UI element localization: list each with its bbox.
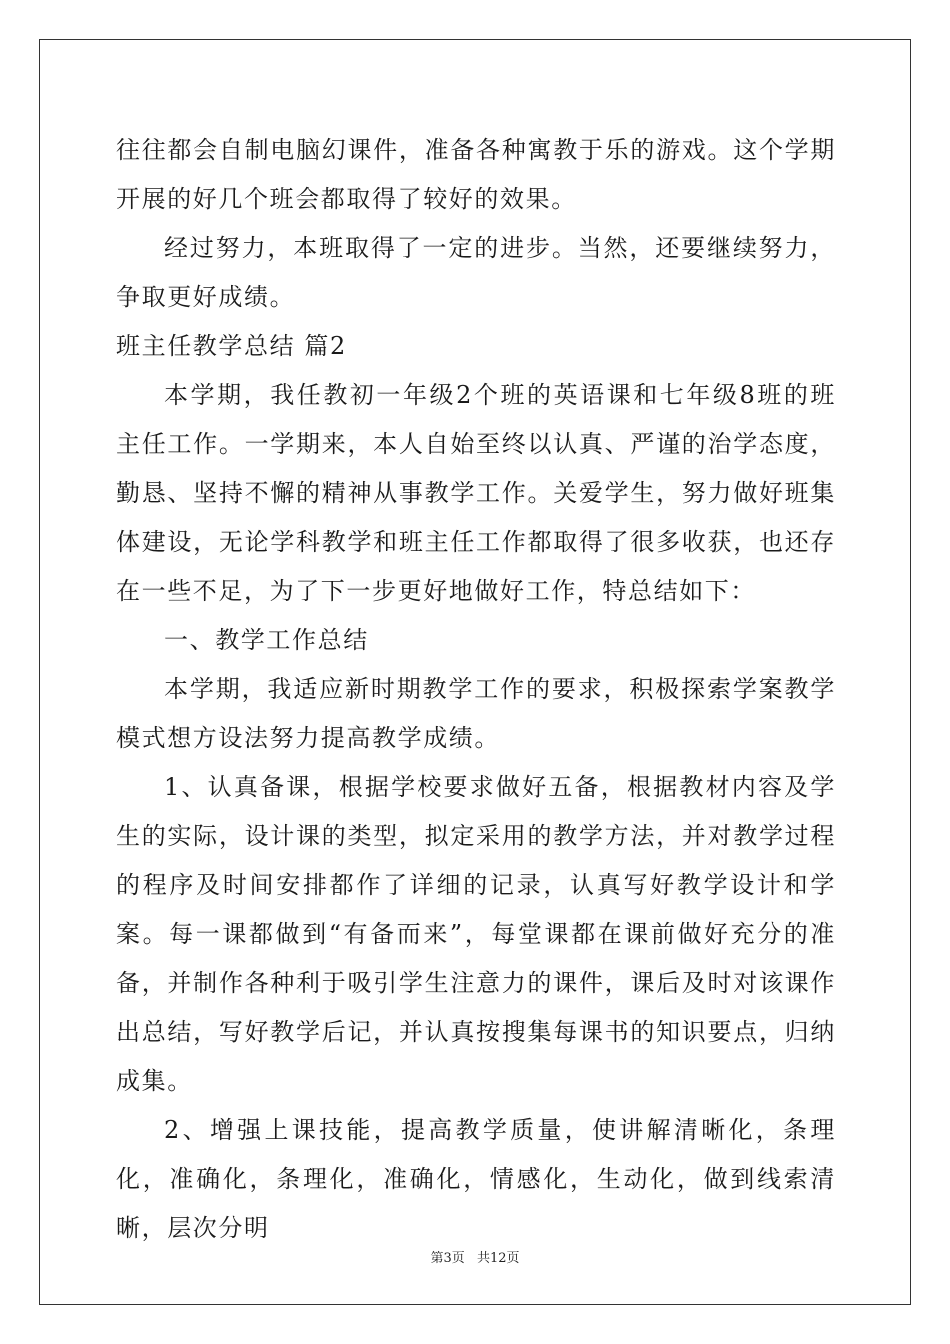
page-footer xyxy=(0,1247,950,1266)
paragraph-3: 本学期，我任教初一年级2个班的英语课和七年级8班的班主任工作。一学期来，本人自始至终以认真、严谨的治学态度，勤恳、坚持不懈的精神从事教学工作。关爱学生，努力做好班集体建设，无论学科教学和班主任工作都取得了很多收获，也还存在一些不足，为了下一步更好地做好工作，特总结如下： xyxy=(116,381,836,605)
paragraph-1: 往往都会自制电脑幻课件，准备各种寓教于乐的游戏。这个学期开展的好几个班会都取得了较好的效果。 xyxy=(116,136,836,213)
total-pages: 共12页 xyxy=(476,1251,520,1266)
page-number: 第3页 xyxy=(430,1251,465,1266)
paragraph-6: 2、增强上课技能，提高教学质量，使讲解清晰化，条理化，准确化，条理化，准确化，情感化，生动化，做到线索清晰，层次分明 xyxy=(116,1116,836,1242)
subsection-heading: 一、教学工作总结 xyxy=(164,626,369,654)
paragraph-5: 1、认真备课，根据学校要求做好五备，根据教材内容及学生的实际，设计课的类型，拟定采用的教学方法，并对教学过程的程序及时间安排都作了详细的记录，认真写好教学设计和学案。每一课都做到“有备而来”，每堂课都在课前做好充分的准备，并制作各种利于吸引学生注意力的课件，课后及时对该课作出总结，写好教学后记，并认真按搜集每课书的知识要点，归纳成集。 xyxy=(116,773,836,1095)
paragraph-4: 本学期，我适应新时期教学工作的要求，积极探索学案教学模式想方设法努力提高教学成绩。 xyxy=(116,675,836,752)
section-heading: 班主任教学总结 篇2 xyxy=(116,332,347,360)
paragraph-2: 经过努力，本班取得了一定的进步。当然，还要继续努力，争取更好成绩。 xyxy=(116,234,836,311)
document-body xyxy=(116,126,836,1253)
